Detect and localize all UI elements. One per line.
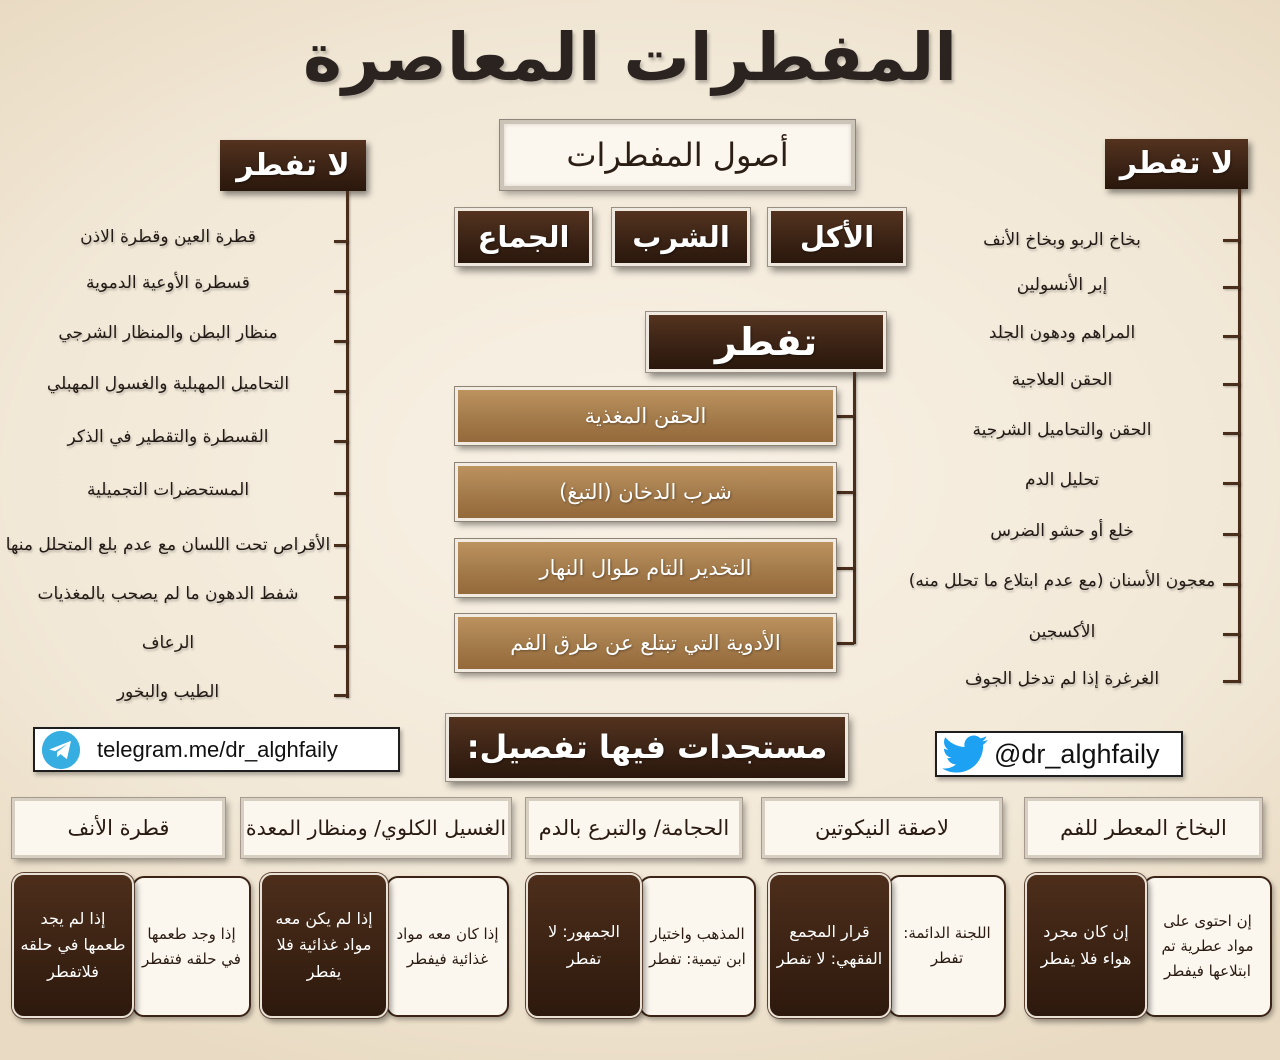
right-column-item: تحليل الدم (1024, 470, 1100, 490)
detail-opinion-box (526, 873, 642, 1018)
breaks-fast-header: تفطر (646, 312, 886, 372)
right-column-item: معجون الأسنان (مع عدم ابتلاع ما تحلل منه) (908, 571, 1216, 591)
tick-mark (334, 240, 348, 243)
breaks-item: الحقن المغذية (455, 387, 836, 445)
detail-opinion-text: إذا كان معه مواد غذائية فيفطر (396, 924, 499, 968)
detail-opinion-box (639, 876, 756, 1017)
detail-opinion-box (132, 876, 251, 1017)
detail-opinion-text: الجمهور: لا تفطر (548, 922, 620, 968)
left-column-item: شفط الدهون ما لم يصحب بالمغذيات (37, 584, 299, 604)
tick-mark (334, 544, 348, 547)
tick-mark (1223, 680, 1240, 683)
right-column-header: لا تفطر (1105, 139, 1248, 189)
twitter-handle-text[interactable]: @dr_alghfaily (994, 738, 1160, 769)
left-column-header: لا تفطر (220, 140, 366, 191)
page-title: المفطرات المعاصرة (303, 19, 957, 96)
tick-mark (1223, 432, 1240, 435)
detail-opinion-box (888, 875, 1006, 1017)
breaks-item: الأدوية التي تبتلع عن طرق الفم (455, 614, 836, 672)
tick-mark (1223, 633, 1240, 636)
tick-mark (1223, 335, 1240, 338)
detail-opinion-text: اللجنة الدائمة: تفطر (903, 924, 991, 967)
detail-opinion-text: إن كان مجرد هواء فلا يفطر (1040, 922, 1132, 968)
telegram-link[interactable] (33, 727, 400, 772)
telegram-link-text[interactable]: telegram.me/dr_alghfaily (97, 736, 338, 762)
basic-drinking: الشرب (612, 208, 750, 266)
right-column-item: خلع أو حشو الضرس (990, 521, 1134, 541)
basic-eating: الأكل (768, 208, 906, 266)
tick-mark (1223, 286, 1240, 289)
tick-mark (334, 694, 348, 697)
tick-mark (836, 642, 854, 645)
tick-mark (334, 390, 348, 393)
detail-opinion-text: قرار المجمع الفقهي: لا تفطر (776, 922, 883, 968)
detail-opinion-text: إن احتوى على مواد عطرية تم ابتلاعها فيفطر (1161, 912, 1254, 980)
right-column-item: بخاخ الربو وبخاخ الأنف (983, 230, 1141, 250)
left-column-item: قسطرة الأوعية الدموية (86, 273, 250, 293)
twitter-icon (942, 735, 988, 773)
details-header: مستجدات فيها تفصيل: (446, 714, 848, 781)
tick-mark (836, 415, 854, 418)
fast-breakers-basics-header: أصول المفطرات (500, 120, 855, 190)
tick-mark (334, 645, 348, 648)
detail-opinion-box (1143, 876, 1272, 1017)
tick-mark (836, 491, 854, 494)
left-column-item: التحاميل المهبلية والغسول المهبلي (46, 374, 290, 394)
tick-mark (1223, 533, 1240, 536)
tick-mark (836, 567, 854, 570)
basic-intercourse: الجماع (455, 208, 592, 266)
left-column-item: الطيب والبخور (116, 682, 220, 702)
detail-opinion-box (386, 876, 509, 1017)
breaks-connector-line (853, 372, 856, 644)
telegram-icon (41, 730, 81, 770)
left-column-line (346, 191, 349, 698)
breaks-item: شرب الدخان (التبغ) (455, 463, 836, 521)
breaks-item: التخدير التام طوال النهار (455, 539, 836, 597)
tick-mark (334, 492, 348, 495)
tick-mark (334, 290, 348, 293)
detail-opinion-box (1025, 873, 1147, 1018)
right-column-item: الغرغرة إذا لم تدخل الجوف (964, 669, 1160, 689)
detail-group-title: لاصقة النيكوتين (762, 798, 1002, 858)
left-column-item: الأقراص تحت اللسان مع عدم بلع المتحلل منها (5, 535, 331, 555)
left-column-item: قطرة العين وقطرة الاذن (80, 227, 256, 247)
detail-opinion-text: إذا لم يجد طعمها في حلقه فلاتفطر (20, 908, 126, 981)
detail-group-title: الحجامة/ والتبرع بالدم (526, 798, 742, 858)
detail-opinion-text: المذهب واختيار ابن تيمية: تفطر (649, 924, 746, 968)
detail-opinion-box (260, 873, 388, 1018)
left-column-item: الرعاف (141, 633, 195, 653)
left-column-item: منظار البطن والمنظار الشرجي (58, 323, 278, 343)
left-column-item: المستحضرات التجميلية (86, 480, 250, 500)
right-column-item: إبر الأنسولين (1016, 275, 1108, 295)
right-column-item: الحقن العلاجية (1011, 370, 1113, 390)
tick-mark (334, 440, 348, 443)
right-column-item: الحقن والتحاميل الشرجية (972, 420, 1152, 440)
detail-opinion-text: إذا وجد طعمها في حلقه فتفطر (142, 924, 241, 968)
left-column-item: القسطرة والتقطير في الذكر (67, 427, 269, 447)
tick-mark (1223, 383, 1240, 386)
right-column-item: الأكسجين (1028, 622, 1096, 642)
tick-mark (1223, 239, 1240, 242)
detail-opinion-text: إذا لم يكن معه مواد غذائية فلا يفطر (275, 908, 373, 981)
detail-group-title: قطرة الأنف (12, 798, 225, 858)
twitter-link[interactable] (935, 731, 1183, 777)
detail-opinion-box (768, 873, 891, 1018)
tick-mark (1223, 583, 1240, 586)
right-column-line (1238, 189, 1241, 683)
right-column-item: المراهم ودهون الجلد (988, 323, 1136, 343)
detail-opinion-box (12, 873, 134, 1018)
detail-group-title: الغسيل الكلوي/ ومنظار المعدة (241, 798, 511, 858)
detail-group-title: البخاخ المعطر للفم (1025, 798, 1262, 858)
tick-mark (334, 596, 348, 599)
tick-mark (334, 340, 348, 343)
tick-mark (1223, 482, 1240, 485)
